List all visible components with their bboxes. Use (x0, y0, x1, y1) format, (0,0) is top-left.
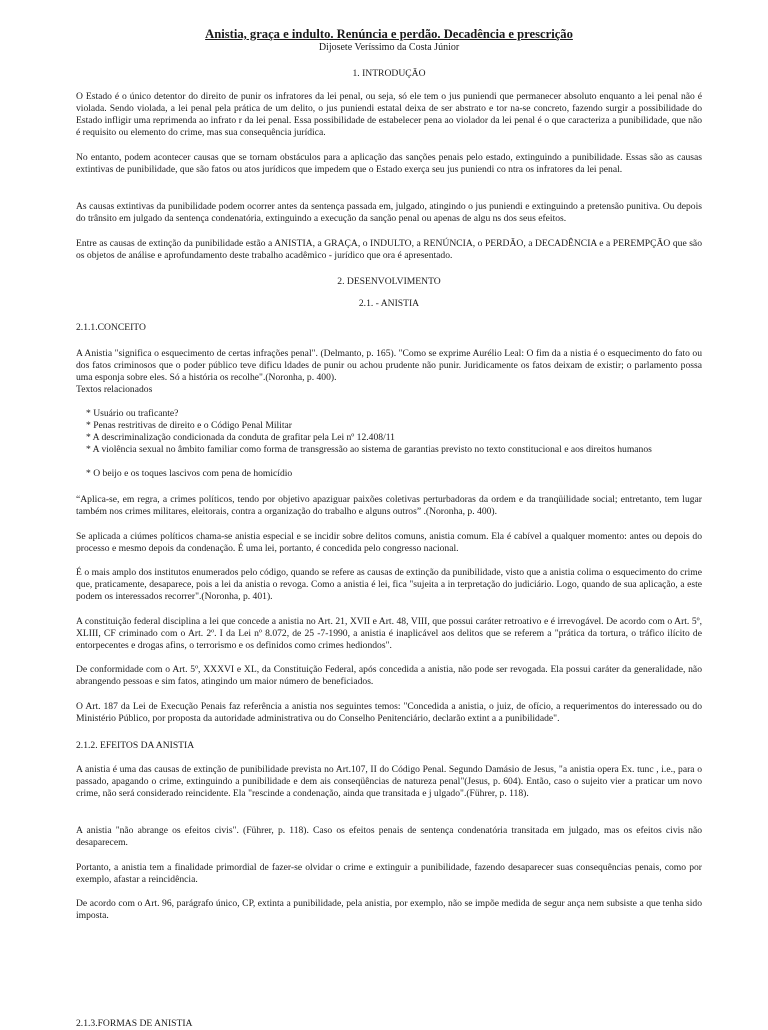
paragraph-10: De conformidade com o Art. 5º, XXXVI e XL, da Constituição Federal, após concedida a anistia, não pode ser revogada. Ela possui caráter da generalidade, não abrangendo pessoas e sim fatos, atingindo um maior número de beneficiados. (76, 664, 702, 687)
related-link-4[interactable]: * A violência sexual no âmbito familiar como forma de transgressão ao sistema de garantias previsto no texto constitucional e aos direitos humanos (86, 444, 652, 455)
paragraph-7: Se aplicada a ciúmes políticos chama-se anistia especial e se incidir sobre delitos comuns, anistia comum. Ela é cabível a qualquer momento: antes ou depois do processo e mesmo depois da condenação. É uma lei, portanto, é concedida pelo congresso nacional. (76, 531, 702, 554)
paragraph-3: As causas extintivas da punibilidade podem ocorrer antes da sentença passada em, julgado, atingindo o jus puniendi e extinguindo a pretensão punitiva. Ou depois do trânsito em julgado da sentença condenatória, extinguindo a execução da sanção penal ou apenas de algu ns dos seus efeitos. (76, 201, 702, 224)
document-author: Dijosete Veríssimo da Costa Júnior (318, 42, 460, 53)
related-link-1[interactable]: * Usuário ou traficante? (86, 408, 179, 419)
paragraph-9: A constituição federal disciplina a lei que concede a anistia no Art. 21, XVII e Art. 48, VIII, que possui caráter retroativo e é irrevogável. De acordo com o Art. 5º, XLIII, CF criminado com o Art. 2º. I da Lei nº 8.072, de 25 -7-1990, a anistia é inaplicável aos delitos que se referem a "prática da tortura, o tráfico ilícito de entorpecentes e drogas afins, o terrorismo e os definidos como crimes hediondos". (76, 616, 702, 651)
related-link-2[interactable]: * Penas restritivas de direito e o Código Penal Militar (86, 420, 292, 431)
paragraph-1: O Estado é o único detentor do direito de punir os infratores da lei penal, ou seja, só ele tem o jus puniendi que permanecer absoluto enquanto a lei penal não é violada. Sendo violada, a lei penal pela prática de um delito, o jus puniendi estatal deixa de ser abstrato e tor na-se concreto, fazendo surgir a possibilidade do Estado infligir uma reprimenda ao infrato r da lei penal. Essa possibilidade de estabelecer pena ao violador da lei penal é o que caracteriza a punibilidade, que não é requisito ou elemento do crime, mas sua consequência jurídica. (76, 91, 702, 138)
paragraph-12: A anistia é uma das causas de extinção de punibilidade prevista no Art.107, II do Código Penal. Segundo Damásio de Jesus, "a anistia opera Ex. tunc , i.e., para o passado, apagando o crime, extinguindo a punibilidade e dem ais conseqüências de natureza penal"(Jesus, p. 604). Então, caso o sujeito vier a praticar um novo crime, não será considerado reincidente. Ela "rescinde a condenação, ainda que transitada e j ulgado".(Führer, p. 118). (76, 764, 702, 799)
paragraph-15: De acordo com o Art. 96, parágrafo único, CP, extinta a punibilidade, pela anistia, por exemplo, não se impõe medida de segur ança nem subsiste a que tenha sido imposta. (76, 898, 702, 921)
related-texts-label: Textos relacionados (76, 384, 153, 395)
heading-introducao: 1. INTRODUÇÃO (352, 68, 426, 79)
document-title: Anistia, graça e indulto. Renúncia e perdão. Decadência e prescrição (205, 27, 573, 41)
paragraph-11: O Art. 187 da Lei de Execução Penais faz referência a anistia nos seguintes temos: "Concedida a anistia, o juiz, de ofício, a requerimentos do interessado ou do Ministério Público, por proposta da autoridade administrativa ou do Conselho Penitenciário, declarão extint a a punibilidade". (76, 701, 702, 724)
paragraph-4: Entre as causas de extinção da punibilidade estão a ANISTIA, a GRAÇA, o INDULTO, a RENÚNCIA, o PERDÃO, a DECADÊNCIA e a PEREMPÇÃO que são os objetos de análise e aprofundamento deste trabalho acadêmico - jurídico que ora é apresentado. (76, 238, 702, 261)
paragraph-6: “Aplica-se, em regra, a crimes políticos, tendo por objetivo apaziguar paixões coletivas perturbadoras da ordem e da tranqüilidade social; entretanto, tem lugar também nos crimes militares, eleitorais, contra a organização do trabalho e alguns outros” .(Noronha, p. 400). (76, 494, 702, 517)
paragraph-14: Portanto, a anistia tem a finalidade primordial de fazer-se olvidar o crime e extinguir a punibilidade, fazendo desaparecer suas consequências penais, como por exemplo, afastar a reincidência. (76, 862, 702, 885)
paragraph-5: A Anistia "significa o esquecimento de certas infrações penal". (Delmanto, p. 165). "Como se exprime Aurélio Leal: O fim da a nistia é o esquecimento do fato ou dos fatos criminosos que o poder público teve dificu ldades de punir ou achou prudente não punir. Juridicamente os fatos deixam de existir; o parlamento possa uma esponja sobre eles. Só a história os recolhe".(Noronha, p. 400). (76, 348, 702, 383)
next-heading-cut-off: 2.1.3.FORMAS DE ANISTIA (76, 1018, 193, 1029)
paragraph-8: É o mais amplo dos institutos enumerados pelo código, quando se refere as causas de extinção da punibilidade, visto que a anistia colima o esquecimento do crime que, praticamente, desaparece, pois a lei da anistia o revoga. Como a anistia é lei, fica "sujeita a in terpretação do judiciário. Logo, quando de sua aplicação, a este podem os interessados recorrer".(Noronha, p. 401). (76, 567, 702, 602)
related-link-3[interactable]: * A descriminalização condicionada da conduta de grafitar pela Lei nº 12.408/11 (86, 432, 395, 443)
related-link-5[interactable]: * O beijo e os toques lascivos com pena de homicídio (86, 468, 293, 479)
heading-anistia: 2.1. - ANISTIA (358, 298, 420, 309)
heading-desenvolvimento: 2. DESENVOLVIMENTO (337, 276, 441, 287)
heading-efeitos-anistia: 2.1.2. EFEITOS DA ANISTIA (76, 740, 195, 751)
paragraph-13: A anistia "não abrange os efeitos civis". (Führer, p. 118). Caso os efeitos penais de sentença condenatória transitada em julgado, mas os efeitos civis não desaparecem. (76, 825, 702, 848)
heading-conceito: 2.1.1.CONCEITO (76, 322, 146, 333)
paragraph-2: No entanto, podem acontecer causas que se tornam obstáculos para a aplicação das sanções penais pelo estado, extinguindo a punibilidade. Essas são as causas extintivas de punibilidade, que são fatos ou atos jurídicos que impedem que o Estado exerça seu jus puniendi co ntra os infratores da lei penal. (76, 152, 702, 175)
